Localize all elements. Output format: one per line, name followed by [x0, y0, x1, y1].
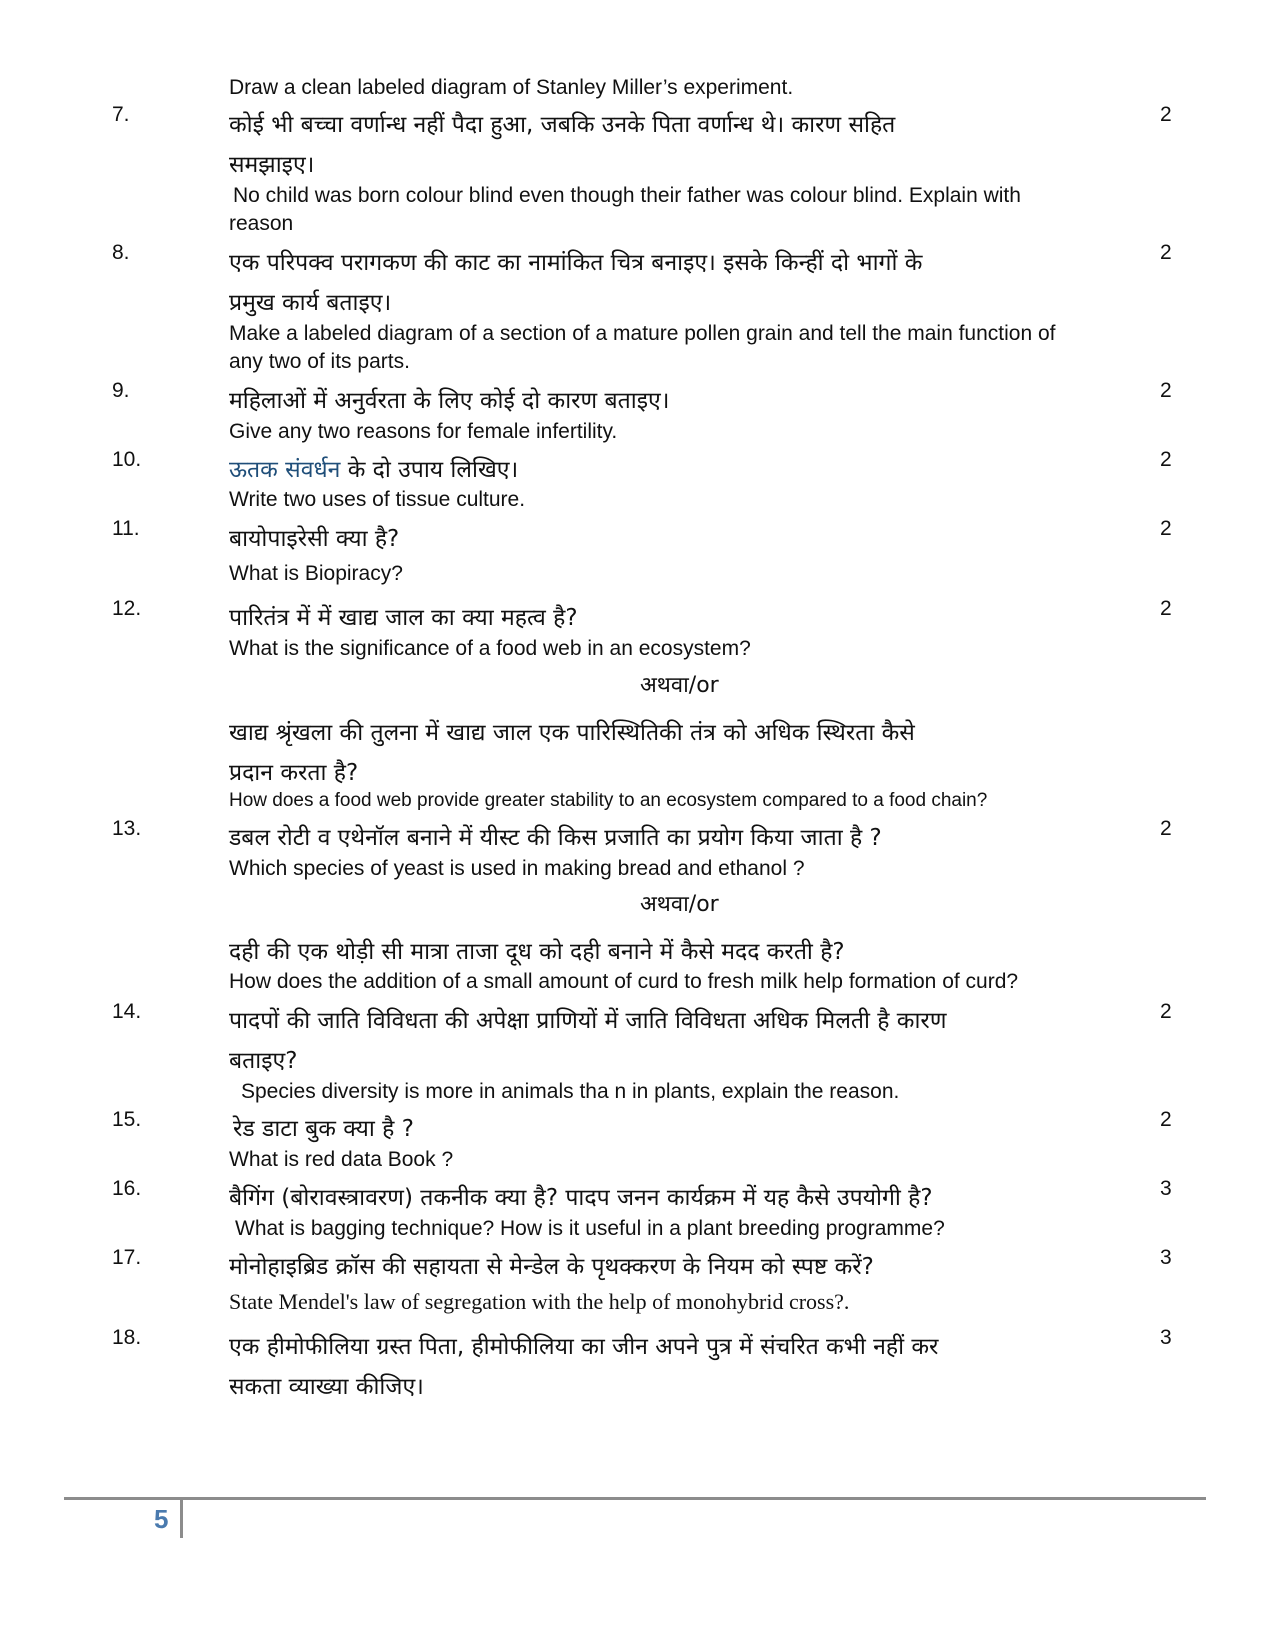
footer-rule [64, 1497, 1206, 1500]
question-text-english: Make a labeled diagram of a section of a mature pollen grain and tell the main function of [229, 322, 1056, 345]
question-text-english: What is red data Book ? [229, 1148, 454, 1171]
question-text-hindi: बैगिंग (बोरावस्त्रावरण) तकनीक क्या है? पादप जनन कार्यक्रम में यह कैसे उपयोगी है? [229, 1185, 933, 1211]
question-number: 18. [112, 1326, 142, 1349]
question-text-hindi: कोई भी बच्चा वर्णान्ध नहीं पैदा हुआ, जबकि उनके पिता वर्णान्ध थे। कारण सहित [229, 112, 896, 138]
question-marks: 3 [1160, 1326, 1172, 1349]
footer-divider [180, 1500, 183, 1538]
question-number: 13. [112, 817, 142, 840]
question-marks: 3 [1160, 1246, 1172, 1269]
page-number: 5 [154, 1504, 169, 1534]
question-marks: 2 [1160, 241, 1172, 264]
or-separator: अथवा/or [640, 892, 719, 917]
question-text-hindi [229, 452, 518, 484]
question-text-hindi: खाद्य श्रृंखला की तुलना में खाद्य जाल एक पारिस्थितिकी तंत्र को अधिक स्थिरता कैसे [229, 720, 915, 746]
question-text-english: What is Biopiracy? [229, 562, 403, 585]
question-text-english: What is the significance of a food web in an ecosystem? [229, 637, 751, 660]
question-marks: 2 [1160, 1000, 1172, 1023]
question-marks: 2 [1160, 817, 1172, 840]
question-text-english: Species diversity is more in animals tha n in plants, explain the reason. [241, 1080, 900, 1103]
question-marks: 2 [1160, 379, 1172, 402]
question-text-english: Draw a clean labeled diagram of Stanley Miller’s experiment. [229, 76, 794, 99]
question-text-english: What is bagging technique? How is it useful in a plant breeding programme? [235, 1217, 945, 1240]
question-number: 9. [112, 379, 130, 402]
question-text-rest: के दो उपाय लिखिए। [340, 457, 519, 483]
question-text-english: any two of its parts. [229, 350, 410, 373]
question-text-hindi: दही की एक थोड़ी सी मात्रा ताजा दूध को दही बनाने में कैसे मदद करती है? [229, 939, 845, 965]
question-marks: 3 [1160, 1177, 1172, 1200]
question-marks: 2 [1160, 448, 1172, 471]
question-text-english: No child was born colour blind even though their father was colour blind. Explain with [233, 184, 1021, 207]
question-text-hindi: पादपों की जाति विविधता की अपेक्षा प्राणियों में जाति विविधता अधिक मिलती है कारण [229, 1008, 947, 1034]
question-text-hindi: प्रमुख कार्य बताइए। [229, 290, 392, 316]
question-marks: 2 [1160, 103, 1172, 126]
question-text-hindi: रेड डाटा बुक क्या है ? [233, 1116, 414, 1142]
question-text-hindi: बताइए? [229, 1048, 298, 1074]
question-text-hindi: मोनोहाइब्रिड क्रॉस की सहायता से मेन्डेल के पृथक्करण के नियम को स्पष्ट करें? [229, 1254, 874, 1280]
question-text-english: Give any two reasons for female infertility. [229, 420, 618, 443]
or-separator: अथवा/or [640, 673, 719, 698]
question-text-hindi: एक परिपक्व परागकण की काट का नामांकित चित्र बनाइए। इसके किन्हीं दो भागों के [229, 250, 923, 276]
question-marks: 2 [1160, 597, 1172, 620]
question-text-hindi: समझाइए। [229, 152, 315, 178]
question-number: 12. [112, 597, 142, 620]
question-number: 14. [112, 1000, 142, 1023]
question-text-english: How does a food web provide greater stability to an ecosystem compared to a food chain? [229, 790, 988, 811]
question-text-english: Which species of yeast is used in making bread and ethanol ? [229, 857, 805, 880]
question-number: 7. [112, 103, 130, 126]
question-text-hindi: सकता व्याख्या कीजिए। [229, 1374, 424, 1400]
question-number: 15. [112, 1108, 142, 1131]
question-number: 16. [112, 1177, 142, 1200]
question-number: 11. [112, 517, 140, 540]
question-text-hindi: प्रदान करता है? [229, 760, 359, 786]
question-text-english: How does the addition of a small amount of curd to fresh milk help formation of curd? [229, 970, 1019, 993]
question-number: 10. [112, 448, 142, 471]
question-text-english: reason [229, 212, 294, 235]
question-text-english: State Mendel's law of segregation with the help of monohybrid cross?. [229, 1289, 850, 1314]
question-marks: 2 [1160, 1108, 1172, 1131]
question-text-hindi: महिलाओं में अनुर्वरता के लिए कोई दो कारण बताइए। [229, 388, 670, 414]
question-number: 17. [112, 1246, 142, 1269]
highlighted-term: ऊतक संवर्धन [229, 457, 341, 483]
question-text-hindi: एक हीमोफीलिया ग्रस्त पिता, हीमोफीलिया का जीन अपने पुत्र में संचरित कभी नहीं कर [229, 1334, 939, 1360]
question-number: 8. [112, 241, 130, 264]
question-text-english: Write two uses of tissue culture. [229, 488, 526, 511]
question-text-hindi: बायोपाइरेसी क्या है? [229, 526, 400, 552]
question-text-hindi: डबल रोटी व एथेनॉल बनाने में यीस्ट की किस प्रजाति का प्रयोग किया जाता है ? [229, 825, 882, 851]
question-marks: 2 [1160, 517, 1172, 540]
question-text-hindi: पारितंत्र में में खाद्य जाल का क्या महत्व है? [229, 605, 578, 631]
